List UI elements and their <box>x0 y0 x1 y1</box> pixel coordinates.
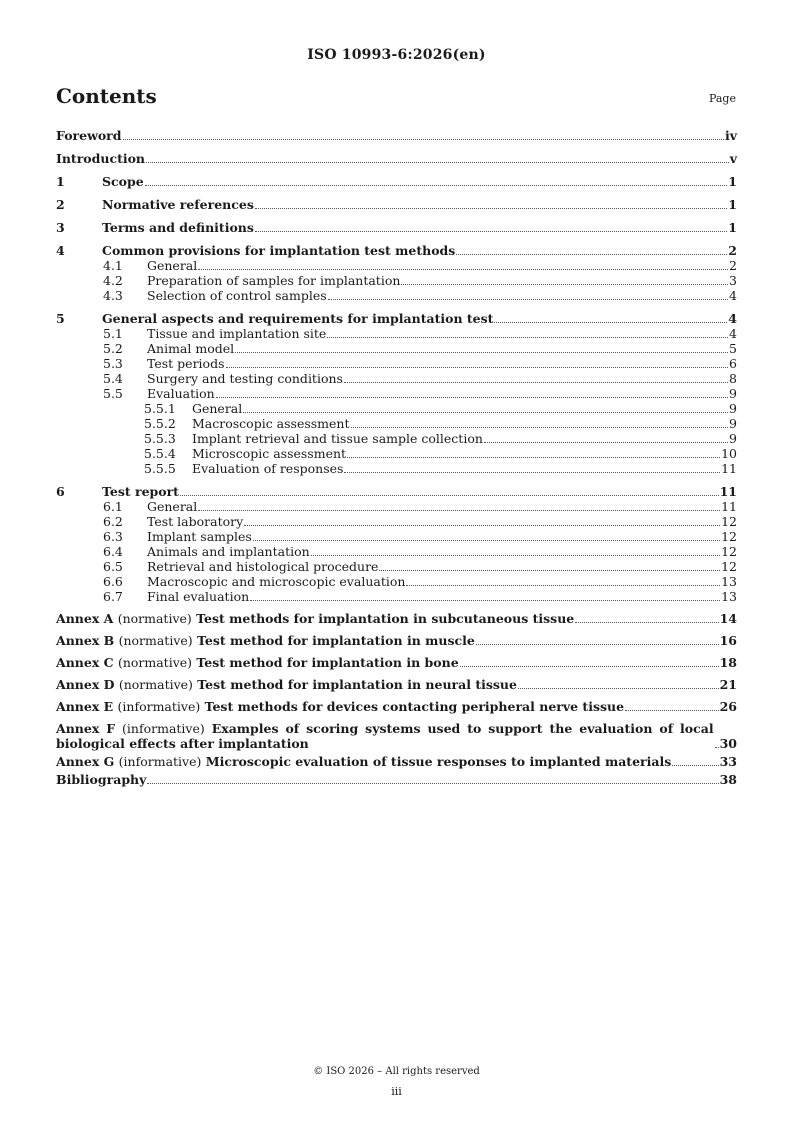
dot-leader <box>145 185 728 186</box>
dot-leader <box>672 765 718 766</box>
toc-entry[interactable] <box>56 401 737 416</box>
toc-entry[interactable] <box>56 371 737 386</box>
annex-type: (informative) <box>117 699 201 714</box>
toc-entry-number: 5.5.2 <box>144 416 176 431</box>
toc-entry[interactable] <box>56 655 737 670</box>
dot-leader <box>575 622 718 623</box>
toc-entry-page: 11 <box>719 484 737 499</box>
dot-leader <box>715 747 719 748</box>
annex-title: Microscopic evaluation of tissue responses to implanted materials <box>205 754 672 769</box>
toc-entry[interactable] <box>56 311 737 326</box>
annex-type: (informative) <box>118 754 202 769</box>
toc-entry-page: 9 <box>729 386 737 401</box>
toc-entry-page: 33 <box>719 754 737 769</box>
toc-entry[interactable] <box>56 128 737 143</box>
toc-entry-page: 11 <box>721 499 737 514</box>
toc-entry-page: 3 <box>729 273 737 288</box>
toc-entry-number: 6.3 <box>103 529 123 544</box>
toc-entry-number: 6.6 <box>103 574 123 589</box>
dot-leader <box>379 570 720 571</box>
dot-leader <box>244 525 720 526</box>
toc-entry[interactable] <box>56 174 737 189</box>
annex-label: Annex E <box>56 699 114 714</box>
toc-entry-page: 1 <box>728 174 737 189</box>
toc-entry-title <box>56 699 624 714</box>
dot-leader <box>327 337 728 338</box>
toc-entry-page: 21 <box>719 677 737 692</box>
toc-entry-number: 5.3 <box>103 356 123 371</box>
dot-leader <box>456 254 727 255</box>
toc-entry-page: 12 <box>721 544 737 559</box>
toc-entry-page: v <box>729 151 737 166</box>
toc-entry[interactable] <box>56 514 737 529</box>
toc-entry[interactable] <box>56 151 737 166</box>
toc-entry-page: 4 <box>728 311 737 326</box>
toc-entry[interactable] <box>56 699 737 714</box>
annex-label: Annex G <box>56 754 115 769</box>
toc-entry-title: Macroscopic assessment <box>192 416 350 431</box>
toc-entry-title: Microscopic assessment <box>192 446 347 461</box>
toc-entry[interactable] <box>56 574 737 589</box>
toc-entry[interactable] <box>56 529 737 544</box>
annex-title: Test method for implantation in muscle <box>197 633 475 648</box>
toc-entry[interactable] <box>56 461 737 476</box>
toc-entry-number: 5 <box>56 311 65 326</box>
toc-entry-title: Animals and implantation <box>147 544 310 559</box>
dot-leader <box>216 397 728 398</box>
toc-entry-title: Normative references <box>102 197 254 212</box>
toc-entry-title: Retrieval and histological procedure <box>147 559 379 574</box>
toc-entry[interactable] <box>56 772 737 787</box>
toc-entry-page: 5 <box>729 341 737 356</box>
annex-title: Test method for implantation in bone <box>196 655 459 670</box>
copyright-notice: © ISO 2026 – All rights reserved <box>313 1066 480 1077</box>
toc-entry-number: 6.5 <box>103 559 123 574</box>
dot-leader <box>250 600 720 601</box>
dot-leader <box>460 666 719 667</box>
dot-leader <box>180 495 719 496</box>
dot-leader <box>625 710 719 711</box>
toc-entry[interactable] <box>56 416 737 431</box>
dot-leader <box>494 322 727 323</box>
toc-entry-number: 4 <box>56 243 65 258</box>
dot-leader <box>351 427 729 428</box>
toc-entry-page: 4 <box>729 326 737 341</box>
toc-entry-number: 5.5.5 <box>144 461 176 476</box>
toc-entry-page: 10 <box>721 446 737 461</box>
table-of-contents <box>56 128 737 787</box>
annex-title: Test method for implantation in neural tissue <box>197 677 517 692</box>
toc-entry-title: Surgery and testing conditions <box>147 371 343 386</box>
toc-entry-title <box>56 611 574 626</box>
toc-entry-title: Scope <box>102 174 144 189</box>
toc-entry-page: 18 <box>719 655 737 670</box>
toc-entry[interactable] <box>56 446 737 461</box>
toc-entry-title: Tissue and implantation site <box>147 326 327 341</box>
annex-label: Annex D <box>56 677 115 692</box>
toc-entry[interactable] <box>56 611 737 626</box>
toc-entry-number: 4.2 <box>103 273 123 288</box>
toc-entry-page: 2 <box>729 258 737 273</box>
toc-entry-title: Macroscopic and microscopic evaluation <box>147 574 406 589</box>
toc-entry-page: 12 <box>721 514 737 529</box>
dot-leader <box>255 208 727 209</box>
toc-entry-title <box>56 721 714 751</box>
dot-leader <box>255 231 727 232</box>
toc-entry-page: 30 <box>719 736 737 751</box>
dot-leader <box>518 688 719 689</box>
dot-leader <box>147 783 718 784</box>
dot-leader <box>476 644 719 645</box>
toc-entry-number: 5.5 <box>103 386 123 401</box>
dot-leader <box>146 162 729 163</box>
toc-entry-page: 8 <box>729 371 737 386</box>
toc-entry-page: 13 <box>721 574 737 589</box>
toc-entry-number: 5.5.3 <box>144 431 176 446</box>
toc-entry-number: 2 <box>56 197 65 212</box>
toc-entry-page: 1 <box>728 220 737 235</box>
page-column-label: Page <box>708 92 736 105</box>
toc-entry[interactable] <box>56 288 737 303</box>
toc-entry-title: Common provisions for implantation test methods <box>102 243 456 258</box>
dot-leader <box>328 299 728 300</box>
dot-leader <box>406 585 720 586</box>
toc-entry-title: Selection of control samples <box>147 288 327 303</box>
toc-entry[interactable] <box>56 559 737 574</box>
contents-title: Contents <box>56 84 157 108</box>
toc-entry-title: Evaluation <box>147 386 215 401</box>
toc-entry-page: 13 <box>721 589 737 604</box>
toc-entry-title: Implant samples <box>147 529 252 544</box>
dot-leader <box>484 442 728 443</box>
toc-entry-title <box>56 633 475 648</box>
toc-entry-page: 2 <box>728 243 737 258</box>
annex-title: Examples of scoring systems used to support the evaluation of local biological effects after implantation <box>56 721 714 751</box>
annex-type: (normative) <box>118 633 193 648</box>
toc-entry-title: Preparation of samples for implantation <box>147 273 401 288</box>
toc-entry-title <box>56 754 671 769</box>
toc-entry[interactable] <box>56 220 737 235</box>
toc-entry-title: General <box>147 258 198 273</box>
toc-entry-number: 5.5.4 <box>144 446 176 461</box>
toc-entry-number: 3 <box>56 220 65 235</box>
dot-leader <box>198 510 720 511</box>
toc-entry-page: 6 <box>729 356 737 371</box>
toc-entry-number: 1 <box>56 174 65 189</box>
toc-entry[interactable] <box>56 544 737 559</box>
toc-entry-number: 6.7 <box>103 589 123 604</box>
toc-entry-page: 12 <box>721 559 737 574</box>
toc-entry-title: General <box>147 499 198 514</box>
annex-label: Annex A <box>56 611 114 626</box>
toc-entry[interactable] <box>56 754 737 769</box>
toc-entry-page: 12 <box>721 529 737 544</box>
toc-entry[interactable] <box>56 499 737 514</box>
toc-entry-number: 4.1 <box>103 258 123 273</box>
toc-entry-title: Final evaluation <box>147 589 250 604</box>
toc-entry-title: Test report <box>102 484 179 499</box>
toc-entry[interactable] <box>56 484 737 499</box>
dot-leader <box>344 382 728 383</box>
toc-entry-page: 38 <box>719 772 737 787</box>
annex-type: (normative) <box>117 611 192 626</box>
toc-entry-number: 6.1 <box>103 499 123 514</box>
annex-type: (normative) <box>117 655 193 670</box>
dot-leader <box>123 139 724 140</box>
toc-entry-number: 4.3 <box>103 288 123 303</box>
toc-entry-title: Evaluation of responses <box>192 461 344 476</box>
annex-label: Annex F <box>56 721 116 736</box>
toc-entry-number: 6.4 <box>103 544 123 559</box>
toc-entry-title: Terms and definitions <box>102 220 254 235</box>
toc-entry[interactable] <box>56 356 737 371</box>
dot-leader <box>344 472 720 473</box>
dot-leader <box>235 352 728 353</box>
annex-title: Test methods for devices contacting peripheral nerve tissue <box>204 699 625 714</box>
toc-entry-number: 5.1 <box>103 326 123 341</box>
toc-entry-page: 14 <box>719 611 737 626</box>
toc-entry-page: 1 <box>728 197 737 212</box>
annex-label: Annex C <box>56 655 114 670</box>
toc-entry-title: General <box>192 401 243 416</box>
document-id: ISO 10993-6:2026(en) <box>307 47 486 63</box>
toc-entry-title <box>56 677 517 692</box>
annex-label: Annex B <box>56 633 115 648</box>
toc-entry[interactable] <box>56 721 737 751</box>
toc-entry-title: Animal model <box>147 341 235 356</box>
toc-entry[interactable] <box>56 326 737 341</box>
dot-leader <box>198 269 728 270</box>
toc-entry-title: Foreword <box>56 128 122 143</box>
dot-leader <box>401 284 728 285</box>
toc-entry-number: 5.5.1 <box>144 401 176 416</box>
toc-entry-page: 9 <box>729 401 737 416</box>
toc-entry-title: Introduction <box>56 151 146 166</box>
toc-entry[interactable] <box>56 677 737 692</box>
toc-entry-title: Implant retrieval and tissue sample collection <box>192 431 483 446</box>
toc-entry-number: 5.4 <box>103 371 123 386</box>
annex-title: Test methods for implantation in subcutaneous tissue <box>196 611 575 626</box>
dot-leader <box>347 457 720 458</box>
toc-entry-title: Test periods <box>147 356 225 371</box>
toc-entry[interactable] <box>56 633 737 648</box>
page-number: iii <box>391 1085 402 1098</box>
toc-entry-page: iv <box>724 128 737 143</box>
dot-leader <box>253 540 720 541</box>
annex-type: (informative) <box>122 721 205 736</box>
toc-entry-page: 9 <box>729 431 737 446</box>
toc-entry-title: Test laboratory <box>147 514 244 529</box>
toc-entry-page: 9 <box>729 416 737 431</box>
toc-entry[interactable] <box>56 386 737 401</box>
toc-entry-title: Bibliography <box>56 772 147 787</box>
toc-entry-number: 6 <box>56 484 65 499</box>
toc-entry-page: 16 <box>719 633 737 648</box>
dot-leader <box>243 412 728 413</box>
toc-entry-page: 26 <box>719 699 737 714</box>
toc-entry-number: 6.2 <box>103 514 123 529</box>
toc-entry[interactable] <box>56 431 737 446</box>
toc-entry[interactable] <box>56 258 737 273</box>
toc-entry-title: General aspects and requirements for implantation test <box>102 311 494 326</box>
dot-leader <box>311 555 720 556</box>
toc-entry-page: 4 <box>729 288 737 303</box>
dot-leader <box>226 367 729 368</box>
toc-entry[interactable] <box>56 589 737 604</box>
toc-entry[interactable] <box>56 273 737 288</box>
toc-entry-title <box>56 655 459 670</box>
toc-entry[interactable] <box>56 243 737 258</box>
annex-type: (normative) <box>118 677 193 692</box>
toc-entry[interactable] <box>56 341 737 356</box>
toc-entry-page: 11 <box>721 461 737 476</box>
toc-entry-number: 5.2 <box>103 341 123 356</box>
toc-entry[interactable] <box>56 197 737 212</box>
